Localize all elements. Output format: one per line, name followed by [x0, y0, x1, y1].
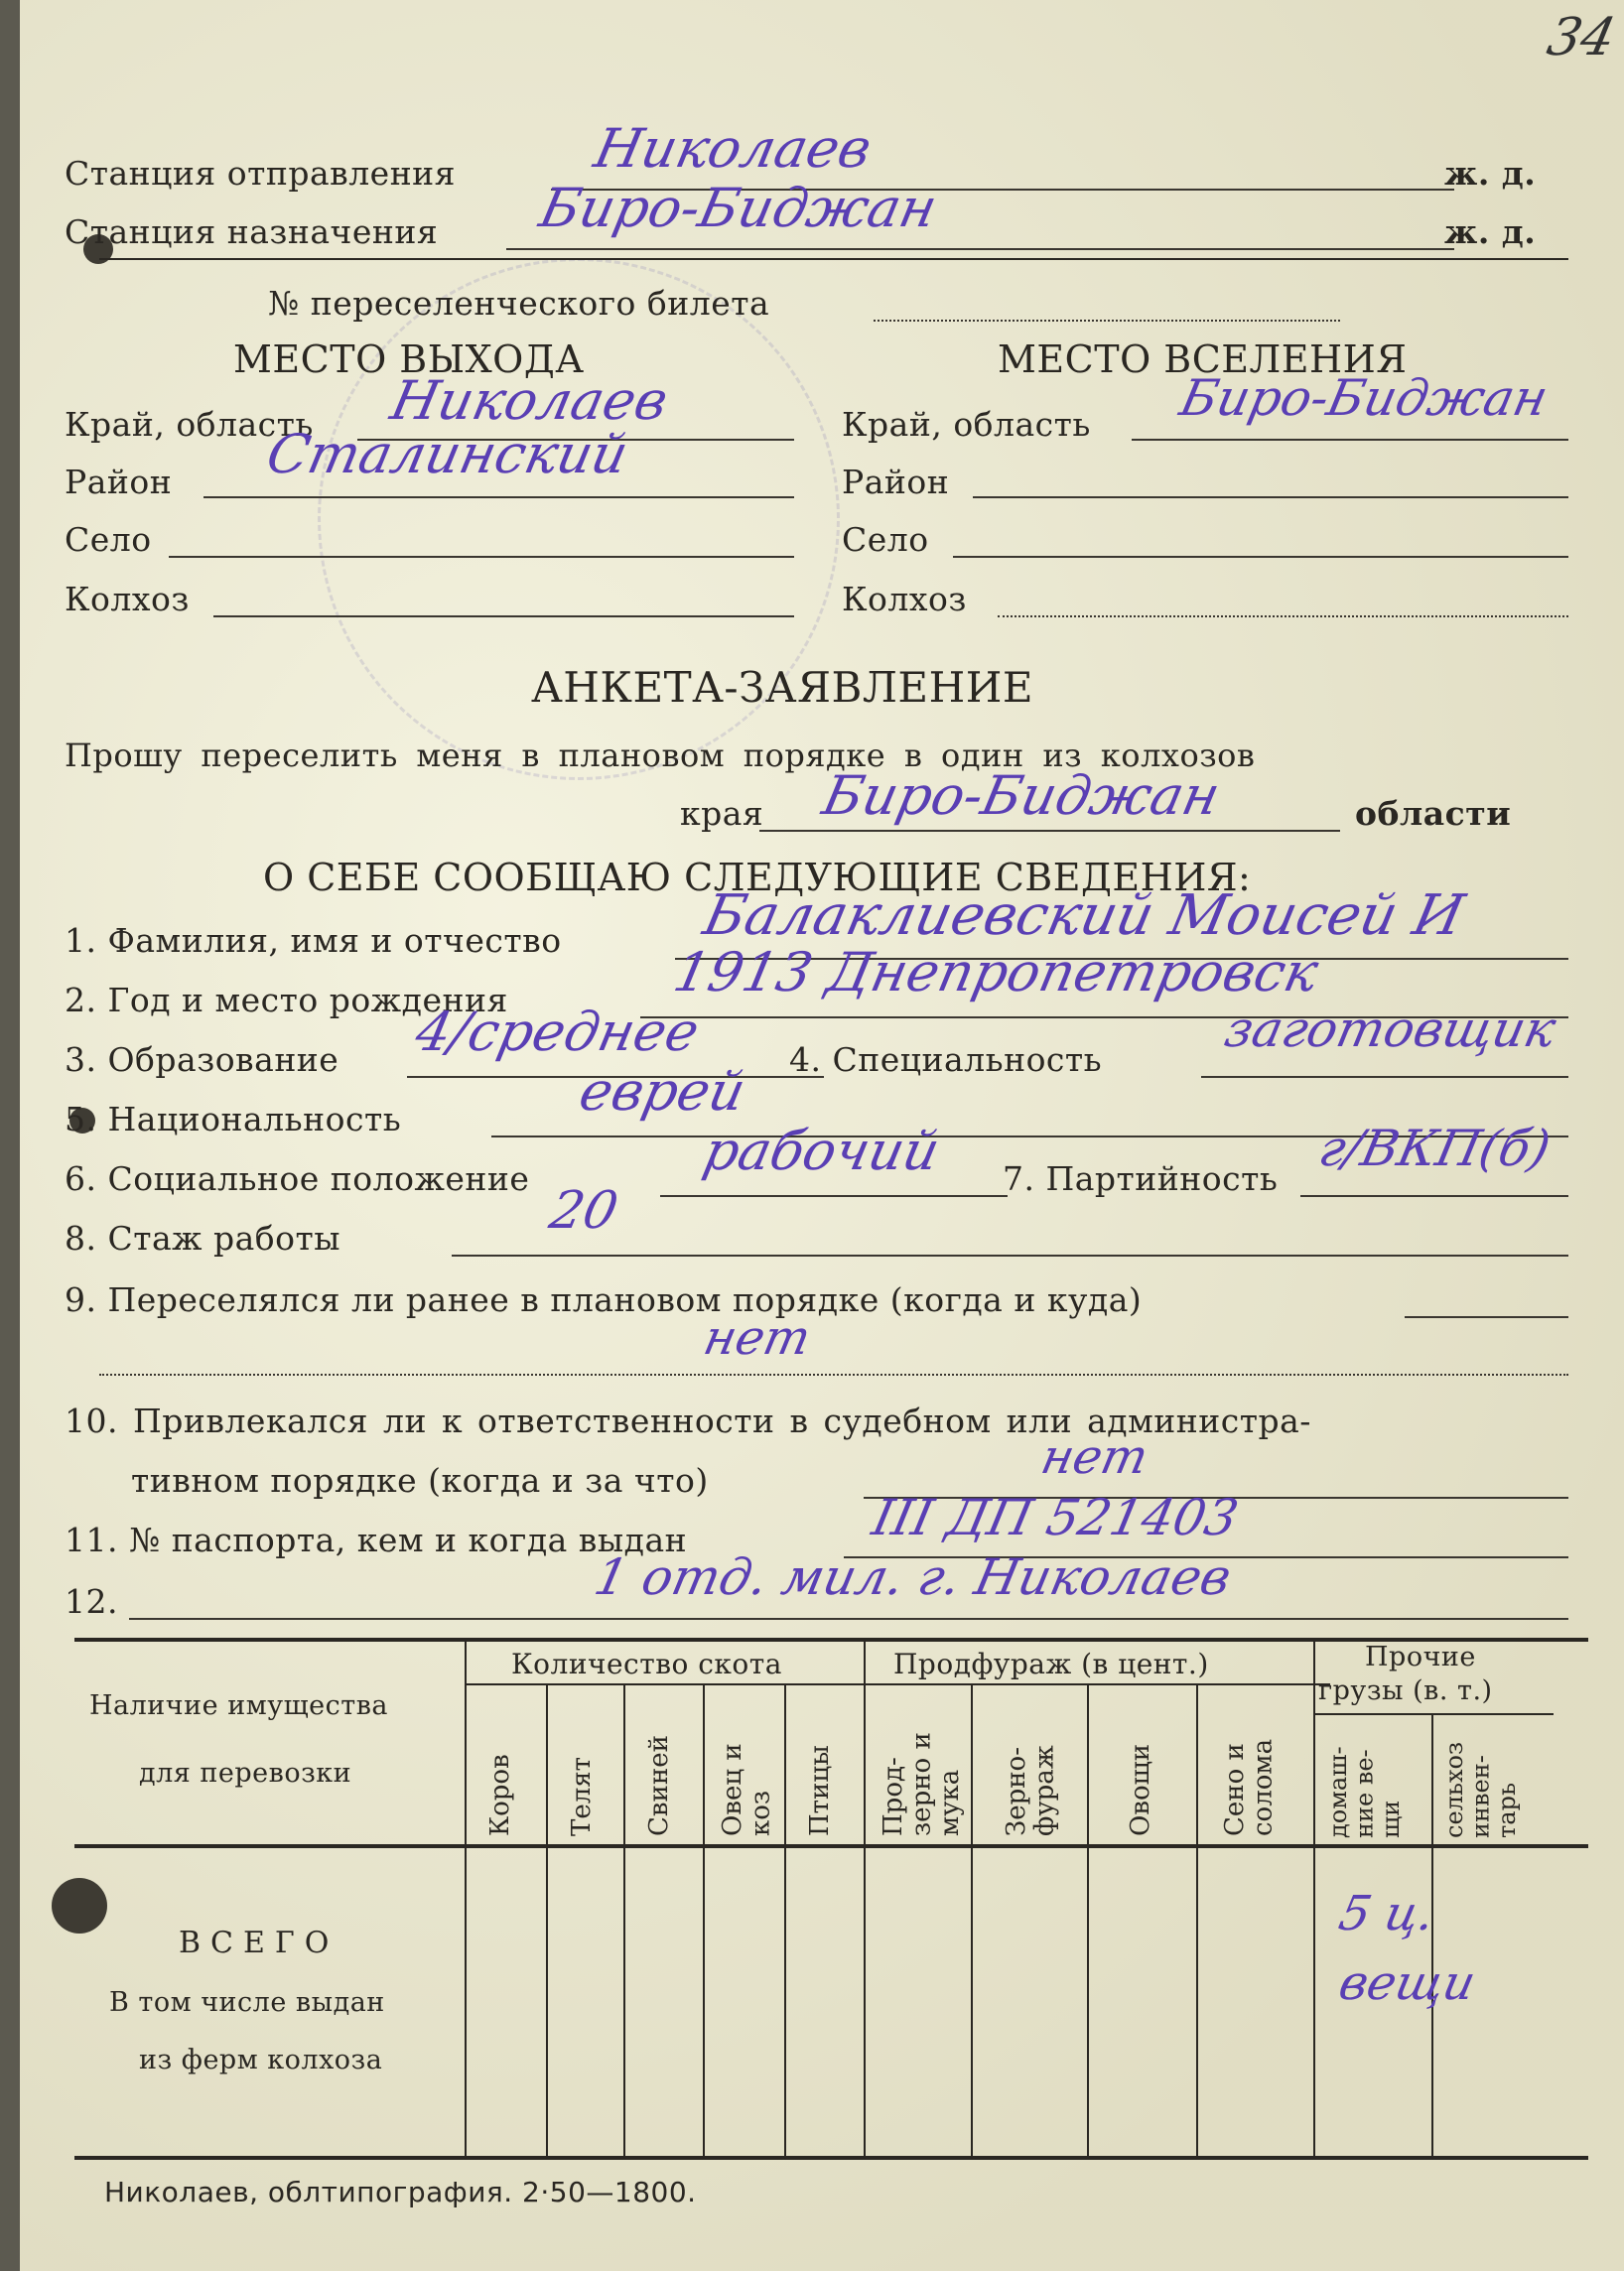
origin-district-line	[203, 496, 794, 498]
col-divider-0	[465, 1642, 467, 2156]
feed-subrule	[864, 1683, 1330, 1685]
q6-line	[660, 1195, 1008, 1197]
q6-label: 6. Социальное положение	[65, 1159, 530, 1198]
request-oblasti: области	[1355, 794, 1512, 833]
household-value-line-1: 5 ц.	[1334, 1886, 1440, 1941]
q12-line	[129, 1618, 1568, 1620]
origin-village-label: Село	[65, 520, 152, 559]
request-line-1: Прошу переселить меня в плановом порядке в один из колхозов	[65, 736, 1256, 774]
feed-header: Продфураж (в цент.)	[893, 1648, 1209, 1680]
col-divider-7	[1087, 1685, 1089, 2156]
q7-value: г/ВКП(б)	[1313, 1120, 1556, 1177]
destination-kolkhoz-line	[998, 615, 1568, 617]
departure-station-label: Станция отправления	[65, 154, 456, 193]
household-value-line-2: вещи	[1334, 1955, 1481, 2011]
col-header-farm-inventory: сельхоз инвен-тарь	[1440, 1741, 1521, 1838]
info-heading: О СЕБЕ СООБЩАЮ СЛЕДУЮЩИЕ СВЕДЕНИЯ:	[263, 856, 1252, 899]
q3-label: 3. Образование	[65, 1040, 339, 1079]
page-number: 34	[1542, 8, 1621, 67]
departure-station-value: Николаев	[589, 117, 878, 180]
origin-kolkhoz-label: Колхоз	[65, 580, 190, 618]
q8-value: 20	[544, 1181, 623, 1241]
col-divider-5	[864, 1642, 866, 2156]
included-line-1: В том числе выдан	[109, 1987, 385, 2018]
col-divider-1	[546, 1685, 548, 2156]
col-header-calves: Телят	[567, 1756, 597, 1836]
q7-line	[1300, 1195, 1568, 1197]
q9-value: нет	[699, 1310, 816, 1366]
q6-value: рабочий	[698, 1120, 946, 1182]
request-region-line	[759, 830, 1340, 832]
table-header-rule	[74, 1844, 1588, 1848]
row-header-line-2: для перевозки	[139, 1758, 352, 1789]
q2-value: 1913 Днепропетровск	[668, 941, 1324, 1003]
origin-kolkhoz-line	[213, 615, 794, 617]
col-divider-2	[623, 1685, 625, 2156]
total-label: ВСЕГО	[179, 1926, 339, 1960]
destination-heading: МЕСТО ВСЕЛЕНИЯ	[998, 337, 1408, 381]
q7-label: 7. Партийность	[1003, 1159, 1279, 1198]
col-header-birds: Птицы	[805, 1745, 835, 1836]
q5-label: 5. Национальность	[65, 1100, 402, 1138]
other-subrule	[1315, 1713, 1554, 1715]
q1-label: 1. Фамилия, имя и отчество	[65, 921, 562, 960]
q10-label-line-1: 10. Привлекался ли к ответственности в судебном или администра-	[65, 1402, 1311, 1440]
destination-station-line	[506, 248, 1454, 250]
q10-value: нет	[1036, 1429, 1153, 1485]
printer-footer: Николаев, облтипография. 2·50—1800.	[104, 2176, 697, 2208]
col-header-household-items: домаш-ние ве-щи	[1324, 1746, 1405, 1838]
q9-line-2	[99, 1374, 1568, 1376]
q10-label-line-2: тивном порядке (когда и за что)	[131, 1461, 709, 1500]
q12-value: 1 отд. мил. г. Николаев	[589, 1548, 1237, 1606]
q4-label: 4. Специальность	[789, 1040, 1103, 1079]
origin-village-line	[169, 556, 794, 558]
q1-value: Балаклиевский Моисей И	[698, 883, 1470, 948]
destination-rail-suffix: ж. д.	[1444, 212, 1537, 251]
punch-hole-bottom	[52, 1878, 107, 1934]
destination-village-line	[953, 556, 1568, 558]
col-divider-10	[1431, 1715, 1433, 2156]
col-header-sheep-goats: Овец и коз	[718, 1743, 776, 1836]
q11-label: 11. № паспорта, кем и когда выдан	[65, 1521, 688, 1559]
table-top-rule	[74, 1638, 1588, 1642]
included-line-2: из ферм колхоза	[139, 2045, 383, 2075]
col-header-cows: Коров	[485, 1754, 515, 1836]
q12-label: 12.	[65, 1582, 118, 1621]
col-divider-6	[971, 1685, 973, 2156]
destination-village-label: Село	[842, 520, 929, 559]
ticket-label: № переселенческого билета	[268, 284, 770, 323]
col-header-grain-flour: Прод-зерно и мука	[879, 1732, 966, 1836]
col-header-pigs: Свиней	[644, 1735, 674, 1836]
departure-rail-suffix: ж. д.	[1444, 154, 1537, 193]
q5-value: еврей	[574, 1060, 751, 1123]
request-region-value: Биро-Биджан	[817, 764, 1226, 827]
destination-region-label: Край, область	[842, 405, 1091, 444]
destination-district-line	[973, 496, 1568, 498]
destination-region-value: Биро-Биджан	[1174, 369, 1554, 427]
origin-heading: МЕСТО ВЫХОДА	[233, 337, 585, 381]
q4-value: заготовщик	[1219, 1001, 1561, 1058]
table-bottom-rule	[74, 2156, 1588, 2160]
destination-station-label: Станция назначения	[65, 212, 439, 251]
q4-line	[1201, 1076, 1568, 1078]
col-divider-9	[1313, 1642, 1315, 2156]
col-divider-3	[703, 1685, 705, 2156]
header-rule	[99, 258, 1568, 260]
q2-label: 2. Год и место рождения	[65, 981, 508, 1019]
col-header-grain-fodder: Зерно-фураж	[1002, 1745, 1060, 1836]
origin-region-value: Николаев	[385, 369, 674, 432]
destination-region-line	[1132, 439, 1568, 441]
destination-district-label: Район	[842, 463, 950, 501]
other-header-line-1: Прочие	[1365, 1642, 1476, 1672]
request-kraya: края	[680, 794, 764, 833]
ticket-line	[874, 320, 1340, 322]
q9-label: 9. Переселялся ли ранее в плановом порядке (когда и куда)	[65, 1280, 1143, 1319]
livestock-subrule	[467, 1683, 864, 1685]
q11-value: III ДП 521403	[867, 1489, 1244, 1546]
livestock-header: Количество скота	[511, 1648, 782, 1680]
q9-line-1	[1405, 1316, 1568, 1318]
destination-station-value: Биро-Биджан	[534, 177, 943, 239]
col-divider-4	[784, 1685, 786, 2156]
origin-region-label: Край, область	[65, 405, 314, 444]
origin-district-value: Сталинский	[261, 423, 634, 485]
form-title: АНКЕТА-ЗАЯВЛЕНИЕ	[531, 663, 1033, 712]
q3-value: 4/среднее	[410, 1001, 705, 1063]
col-divider-8	[1196, 1685, 1198, 2156]
q8-label: 8. Стаж работы	[65, 1219, 341, 1258]
col-header-vegetables: Овощи	[1126, 1743, 1155, 1836]
col-header-hay-straw: Сено и солома	[1220, 1738, 1279, 1836]
destination-kolkhoz-label: Колхоз	[842, 580, 967, 618]
q8-line	[452, 1255, 1568, 1257]
form-page	[20, 0, 1624, 2271]
other-header-line-2: грузы (в. т.)	[1318, 1675, 1493, 1706]
origin-district-label: Район	[65, 463, 173, 501]
row-header-line-1: Наличие имущества	[89, 1690, 389, 1721]
